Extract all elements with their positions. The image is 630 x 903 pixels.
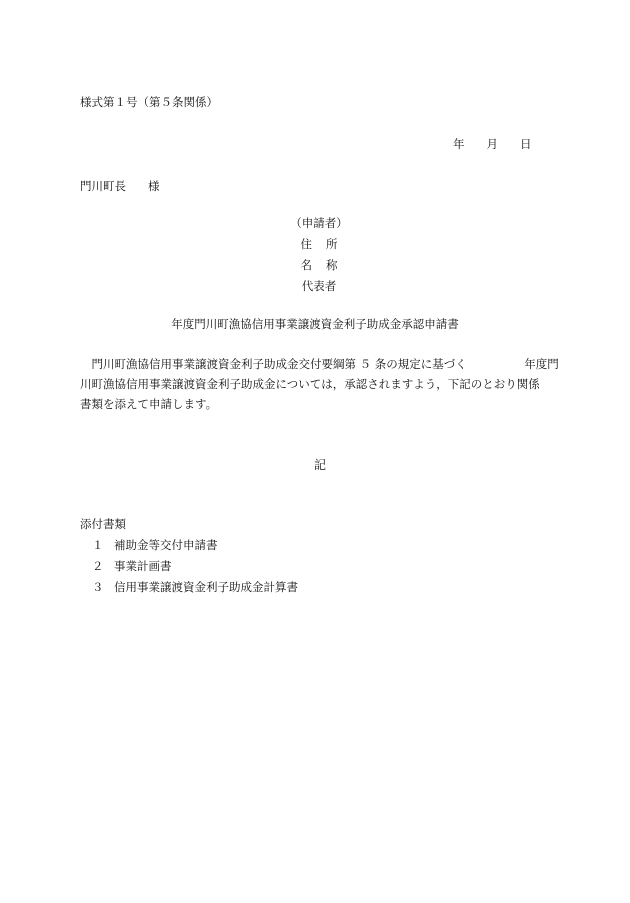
addressee [80, 181, 160, 193]
date-month-label: 月 [486, 137, 498, 151]
attachment-label: 信用事業譲渡資金利子助成金計算書 [114, 580, 298, 594]
name-label-char-2: 称 [326, 258, 338, 272]
attachment-number: １ [92, 538, 104, 552]
applicant-address-label [4, 239, 630, 251]
date-day-label: 日 [520, 137, 532, 151]
applicant-label: （申請者） [290, 216, 348, 230]
applicant-representative-label: 代表者 [301, 279, 337, 293]
date-line [453, 139, 532, 151]
body-line-1: 門川町漁協信用事業譲渡資金利子助成金交付要綱第 ５ 条の規定に基づく 年度門 [80, 357, 559, 371]
form-number: 様式第１号（第５条関係） [80, 95, 218, 109]
addressee-name: 門川町長 [80, 179, 126, 193]
attachment-number: ２ [92, 559, 104, 573]
record-mark: 記 [313, 458, 326, 472]
attachment-item [92, 582, 298, 594]
attachment-item [92, 561, 172, 573]
name-label-char-1: 名 [300, 258, 312, 272]
attachment-label: 事業計画書 [114, 559, 172, 573]
address-label-char-1: 住 [300, 237, 312, 251]
address-label-char-2: 所 [326, 237, 338, 251]
document-title: 年度門川町漁協信用事業譲渡資金利子助成金承認申請書 [171, 317, 459, 331]
attachments-heading: 添付書類 [80, 517, 126, 531]
attachment-item [92, 540, 218, 552]
addressee-honorific: 様 [148, 179, 160, 193]
date-year-label: 年 [453, 137, 465, 151]
body-paragraph [80, 354, 559, 414]
attachment-number: ３ [92, 580, 104, 594]
attachment-label: 補助金等交付申請書 [114, 538, 218, 552]
applicant-name-label [4, 260, 630, 272]
body-line-3: 書類を添えて申請します。 [80, 397, 218, 411]
body-line-2: 川町漁協信用事業譲渡資金利子助成金については，承認されますよう，下記のとおり関係 [80, 377, 540, 391]
